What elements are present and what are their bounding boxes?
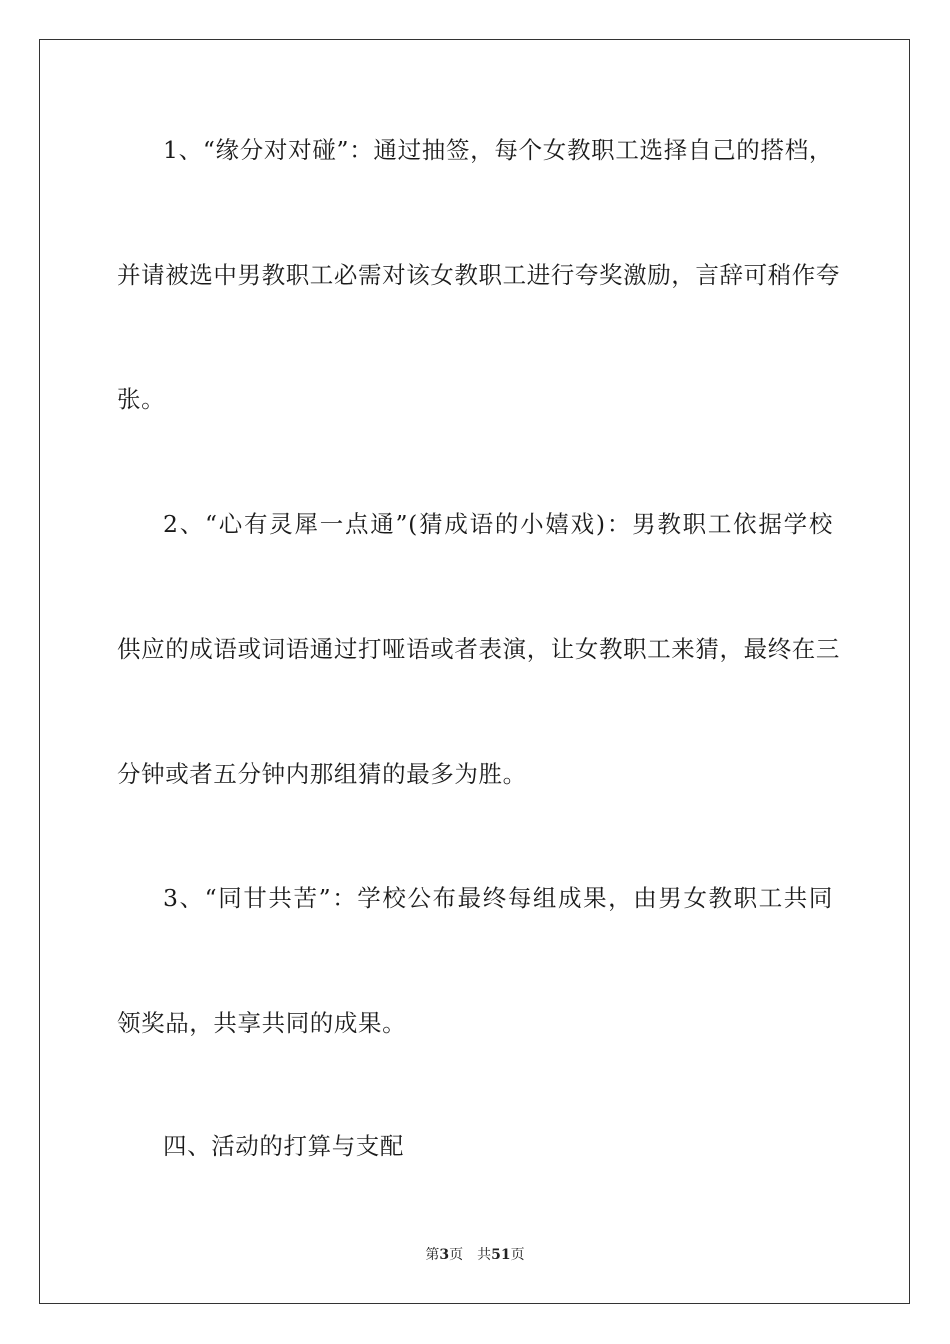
footer-total-pages: 51 (491, 1247, 511, 1263)
section-heading: 四、活动的打算与支配 (163, 1132, 404, 1160)
paragraph-2-line-2: 供应的成语或词语通过打哑语或者表演，让女教职工来猜，最终在三 (117, 635, 840, 663)
page-frame (39, 39, 910, 1304)
footer-page-suffix: 页 (449, 1247, 464, 1263)
footer-page-number: 3 (439, 1247, 450, 1263)
paragraph-3-line-1: 3、“同甘共苦”：学校公布最终每组成果，由男女教职工共同 (163, 884, 833, 912)
footer-total-prefix: 共 (477, 1247, 492, 1263)
paragraph-1-line-1: 1、“缘分对对碰”：通过抽签，每个女教职工选择自己的搭档， (163, 136, 833, 164)
paragraph-1-line-2: 并请被选中男教职工必需对该女教职工进行夸奖激励，言辞可稍作夸 (117, 261, 840, 289)
paragraph-2-line-1: 2、“心有灵犀一点通”(猜成语的小嬉戏)：男教职工依据学校 (163, 510, 833, 538)
paragraph-1-line-3: 张。 (117, 385, 166, 413)
footer-total-suffix: 页 (510, 1247, 525, 1263)
page-footer (0, 1246, 950, 1264)
footer-page-prefix: 第 (425, 1247, 440, 1263)
paragraph-2-line-3: 分钟或者五分钟内那组猜的最多为胜。 (117, 760, 527, 788)
paragraph-3-line-2: 领奖品，共享共同的成果。 (117, 1009, 407, 1037)
